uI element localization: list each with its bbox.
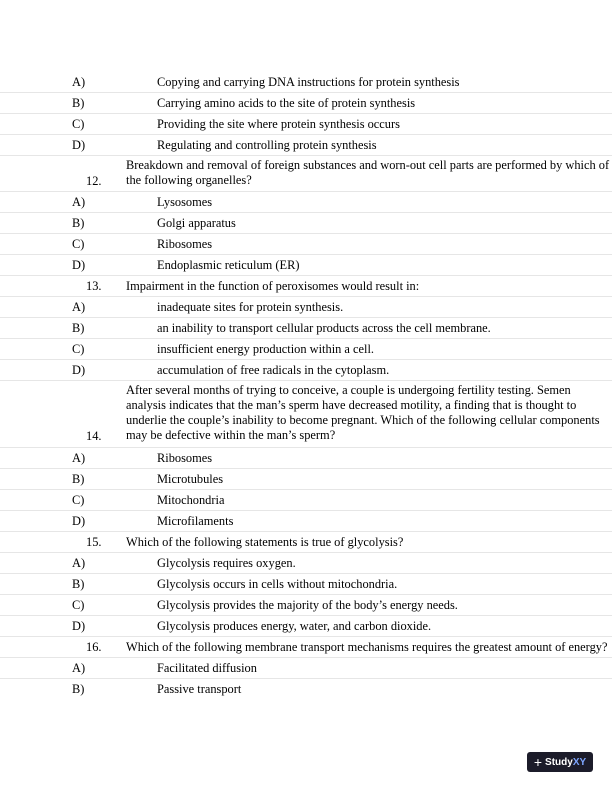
option-text: Copying and carrying DNA instructions for protein synthesis — [157, 75, 460, 89]
option-row — [0, 489, 612, 510]
option-text: Providing the site where protein synthesis occurs — [157, 117, 400, 131]
watermark-accent: XY — [572, 756, 587, 768]
option-row — [0, 92, 612, 113]
option-letter: B) — [72, 216, 85, 230]
option-letter: C) — [72, 598, 85, 612]
question-text-line: underlie the couple’s inability to become pregnant. Which of the following cellular components — [126, 413, 600, 427]
option-letter: A) — [72, 661, 86, 675]
question-number: 13. — [86, 279, 102, 293]
option-row — [0, 254, 612, 275]
option-text: Carrying amino acids to the site of protein synthesis — [157, 96, 416, 110]
option-letter: C) — [72, 237, 85, 251]
option-letter: B) — [72, 321, 85, 335]
option-letter: B) — [72, 682, 85, 696]
option-text: accumulation of free radicals in the cytoplasm. — [157, 363, 390, 377]
option-text: inadequate sites for protein synthesis. — [157, 300, 344, 314]
option-row — [0, 191, 612, 212]
option-letter: D) — [72, 619, 86, 633]
question-number: 16. — [86, 640, 102, 654]
question-text — [126, 158, 612, 188]
question-text-line: the following organelles? — [126, 173, 252, 187]
option-text: an inability to transport cellular products across the cell membrane. — [157, 321, 491, 335]
option-text: Regulating and controlling protein synthesis — [157, 138, 377, 152]
option-row — [0, 212, 612, 233]
option-row — [0, 615, 612, 636]
option-letter: C) — [72, 493, 85, 507]
option-letter: A) — [72, 451, 86, 465]
question-text-line: After several months of trying to conceive, a couple is undergoing fertility testing. Semen — [126, 383, 571, 397]
question-number: 12. — [86, 174, 102, 188]
option-text: Microtubules — [157, 472, 224, 486]
option-row — [0, 447, 612, 468]
question-row — [0, 275, 612, 296]
question-text-line: analysis indicates that the man’s sperm have decreased motility, a finding that is thought to — [126, 398, 577, 412]
option-letter: D) — [72, 363, 86, 377]
question-text: Which of the following statements is true of glycolysis? — [126, 535, 404, 549]
option-row — [0, 594, 612, 615]
question-text — [126, 383, 612, 443]
question-number: 15. — [86, 535, 102, 549]
option-text: insufficient energy production within a cell. — [157, 342, 375, 356]
option-letter: B) — [72, 472, 85, 486]
question-row — [0, 531, 612, 552]
option-letter: C) — [72, 342, 85, 356]
option-row — [0, 678, 612, 699]
question-sheet — [0, 72, 612, 699]
option-text: Microfilaments — [157, 514, 234, 528]
option-row — [0, 233, 612, 254]
question-row — [0, 155, 612, 191]
option-text: Ribosomes — [157, 237, 213, 251]
option-row — [0, 72, 612, 92]
option-text: Endoplasmic reticulum (ER) — [157, 258, 300, 272]
question-text: Which of the following membrane transport mechanisms requires the greatest amount of energy? — [126, 640, 608, 654]
option-text: Facilitated diffusion — [157, 661, 257, 675]
option-row — [0, 134, 612, 155]
option-letter: D) — [72, 514, 86, 528]
option-row — [0, 510, 612, 531]
studyxy-watermark — [527, 752, 593, 772]
question-text-line: may be defective within the man’s sperm? — [126, 428, 336, 442]
question-row — [0, 380, 612, 447]
option-text: Glycolysis produces energy, water, and carbon dioxide. — [157, 619, 432, 633]
option-letter: A) — [72, 556, 86, 570]
option-text: Golgi apparatus — [157, 216, 236, 230]
option-text: Glycolysis requires oxygen. — [157, 556, 296, 570]
option-letter: D) — [72, 258, 86, 272]
option-row — [0, 113, 612, 134]
option-letter: A) — [72, 75, 86, 89]
option-text: Mitochondria — [157, 493, 225, 507]
option-row — [0, 359, 612, 380]
option-letter: B) — [72, 577, 85, 591]
option-row — [0, 657, 612, 678]
option-text: Lysosomes — [157, 195, 213, 209]
watermark-text: Study — [545, 756, 573, 768]
option-letter: D) — [72, 138, 86, 152]
option-letter: C) — [72, 117, 85, 131]
option-row — [0, 296, 612, 317]
option-row — [0, 468, 612, 489]
option-text: Ribosomes — [157, 451, 213, 465]
option-letter: A) — [72, 195, 86, 209]
question-text-line: Breakdown and removal of foreign substances and worn-out cell parts are performed by which of — [126, 158, 610, 172]
option-row — [0, 317, 612, 338]
option-text: Glycolysis provides the majority of the body’s energy needs. — [157, 598, 458, 612]
question-text: Impairment in the function of peroxisomes would result in: — [126, 279, 420, 293]
option-text: Passive transport — [157, 682, 242, 696]
option-text: Glycolysis occurs in cells without mitochondria. — [157, 577, 398, 591]
option-letter: B) — [72, 96, 85, 110]
question-number: 14. — [86, 429, 102, 443]
option-row — [0, 552, 612, 573]
plus-icon: + — [533, 754, 543, 770]
option-row — [0, 573, 612, 594]
option-letter: A) — [72, 300, 86, 314]
question-row — [0, 636, 612, 657]
option-row — [0, 338, 612, 359]
